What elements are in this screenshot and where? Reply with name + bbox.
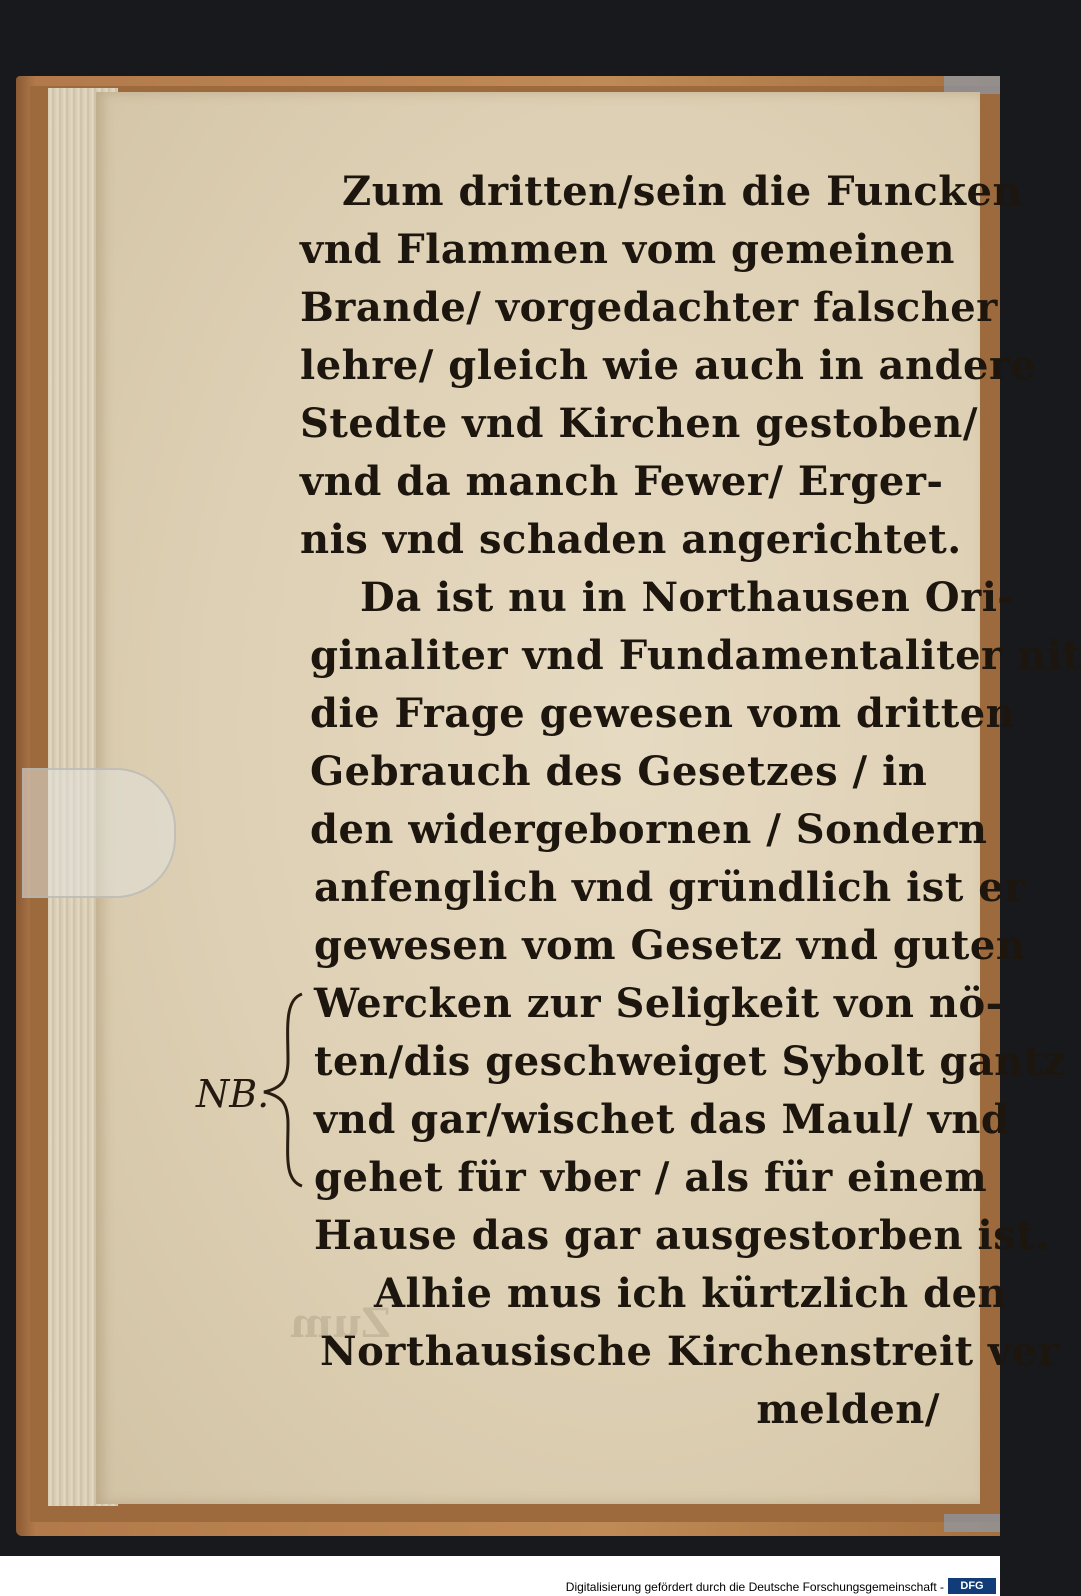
- text-line: vnd da manch Fewer/ Erger-: [300, 458, 944, 505]
- text-line: Hause das gar ausgestorben ist.: [314, 1212, 1050, 1259]
- text-line: Stedte vnd Kirchen gestoben/: [300, 400, 978, 447]
- text-line: Gebrauch des Gesetzes / in: [310, 748, 928, 795]
- text-line: vnd gar/wischet das Maul/ vnd: [314, 1096, 1010, 1143]
- bleed-through-text: Zum: [290, 1300, 391, 1347]
- funding-credit: Digitalisierung gefördert durch die Deutsche Forschungsgemeinschaft -: [565, 1580, 944, 1594]
- text-line: Zum dritten/sein die Funcken: [342, 168, 1023, 215]
- text-line: Brande/ vorgedachter falscher: [300, 284, 998, 331]
- text-line: Da ist nu in Northausen Ori-: [360, 574, 1015, 621]
- text-line: lehre/ gleich wie auch in andere: [300, 342, 1037, 389]
- text-line: Alhie mus ich kürtzlich den: [374, 1270, 1008, 1317]
- text-line: nis vnd schaden angerichtet.: [300, 516, 962, 563]
- text-line: den widergebornen / Sondern: [310, 806, 988, 853]
- text-line: gehet für vber / als für einem: [314, 1154, 988, 1201]
- margin-note: NB.: [196, 1072, 270, 1116]
- text-line: gewesen vom Gesetz vnd guten: [314, 922, 1026, 969]
- text-line: vnd Flammen vom gemeinen: [300, 226, 956, 273]
- text-line: Northausische Kirchenstreit ver: [320, 1328, 1060, 1375]
- text-line: ginaliter vnd Fundamentaliter nit: [310, 632, 1081, 679]
- text-line: Wercken zur Seligkeit von nö-: [314, 980, 1003, 1027]
- text-line: ten/dis geschweiget Sybolt gantz: [314, 1038, 1067, 1085]
- text-line: anfenglich vnd gründlich ist er: [314, 864, 1026, 911]
- text-line: melden/: [756, 1386, 940, 1433]
- plastic-clip: [22, 768, 176, 898]
- text-line: die Frage gewesen vom dritten: [310, 690, 1016, 737]
- spine-tab-bottom: [944, 1514, 1000, 1532]
- dfg-logo: DFG: [948, 1578, 996, 1594]
